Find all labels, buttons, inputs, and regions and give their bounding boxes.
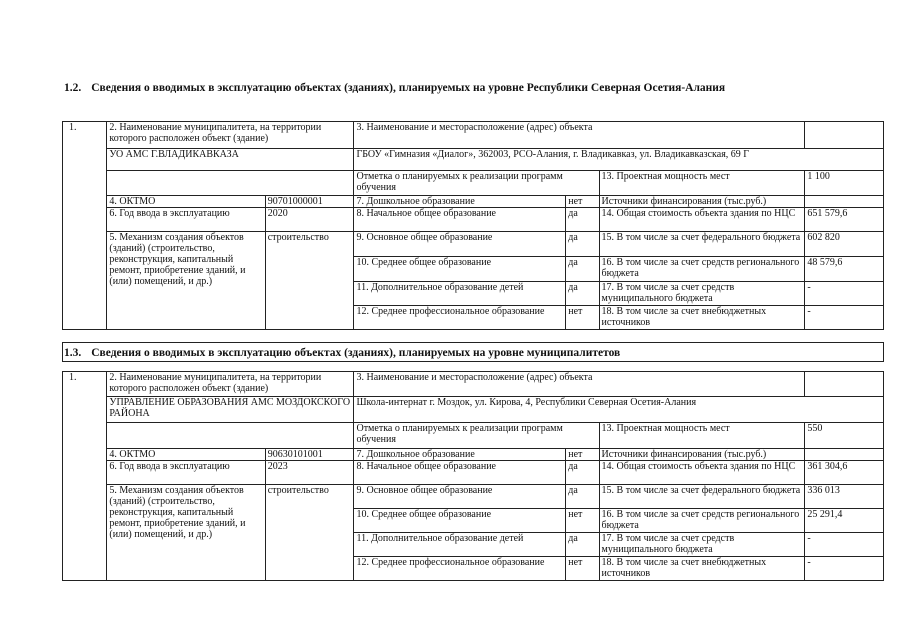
label-vocational: 12. Среднее профессиональное образование (354, 557, 566, 581)
label-primary: 8. Начальное общее образование (354, 461, 566, 485)
label-basic: 9. Основное общее образование (354, 485, 566, 509)
label-funding: Источники финансирования (тыс.руб.) (599, 196, 805, 208)
total-cost-value: 651 579,6 (805, 208, 884, 232)
additional-value: да (566, 533, 599, 557)
label-extrabudget: 18. В том числе за счет внебюджетных источников (599, 306, 805, 330)
label-federal: 15. В том числе за счет федерального бюджета (599, 232, 805, 257)
empty-cell (107, 171, 354, 196)
address-value: ГБОУ «Гимназия «Диалог», 362003, РСО-Алания, г. Владикавказ, ул. Владикавказская, 69 Г (354, 149, 884, 171)
empty-cell (107, 423, 354, 449)
label-year: 6. Год ввода в эксплуатацию (107, 208, 265, 232)
label-preschool: 7. Дошкольное образование (354, 196, 566, 208)
label-secondary: 10. Среднее общее образование (354, 257, 566, 282)
label-programs: Отметка о планируемых к реализации программ обучения (354, 171, 599, 196)
label-additional: 11. Дополнительное образование детей (354, 282, 566, 306)
label-year: 6. Год ввода в эксплуатацию (107, 461, 265, 485)
section-1-3-heading (64, 347, 620, 359)
empty-cell (805, 122, 884, 149)
basic-value: да (566, 232, 599, 257)
municipality-value: УО АМС Г.ВЛАДИКАВКАЗА (107, 149, 354, 171)
section-number: 1.2. (64, 82, 82, 94)
vocational-value: нет (566, 557, 599, 581)
label-municipal-budget: 17. В том числе за счет средств муниципального бюджета (599, 282, 805, 306)
primary-value: да (566, 208, 599, 232)
municipal-budget-value: - (805, 282, 884, 306)
label-basic: 9. Основное общее образование (354, 232, 566, 257)
mechanism-value: строительство (265, 485, 354, 581)
municipal-budget-value: - (805, 533, 884, 557)
object-table-municipal (62, 371, 884, 581)
label-primary: 8. Начальное общее образование (354, 208, 566, 232)
object-table-regional (62, 121, 884, 330)
label-funding: Источники финансирования (тыс.руб.) (599, 449, 805, 461)
label-oktmo: 4. ОКТМО (107, 449, 265, 461)
row-number: 1. (63, 122, 107, 330)
federal-value: 602 820 (805, 232, 884, 257)
label-municipal-budget: 17. В том числе за счет средств муниципального бюджета (599, 533, 805, 557)
label-capacity: 13. Проектная мощность мест (599, 423, 805, 449)
oktmo-value: 90630101001 (265, 449, 354, 461)
label-regional: 16. В том числе за счет средств регионального бюджета (599, 257, 805, 282)
label-vocational: 12. Среднее профессиональное образование (354, 306, 566, 330)
divider (62, 361, 884, 362)
year-value: 2023 (265, 461, 354, 485)
label-address: 3. Наименование и месторасположение (адрес) объекта (354, 122, 805, 149)
label-programs: Отметка о планируемых к реализации программ обучения (354, 423, 599, 449)
basic-value: да (566, 485, 599, 509)
preschool-value: нет (566, 449, 599, 461)
row-number: 1. (63, 372, 107, 581)
label-mechanism: 5. Механизм создания объектов (зданий) (строительство, реконструкция, капитальный ремонт, приобретение зданий, и (или) помещений, и др.) (107, 232, 265, 330)
label-mechanism: 5. Механизм создания объектов (зданий) (строительство, реконструкция, капитальный ремонт, приобретение зданий, и (или) помещений, и др.) (107, 485, 265, 581)
preschool-value: нет (566, 196, 599, 208)
secondary-value: нет (566, 509, 599, 533)
empty-cell (805, 372, 884, 397)
mechanism-value: строительство (265, 232, 354, 330)
divider (62, 342, 884, 343)
label-oktmo: 4. ОКТМО (107, 196, 265, 208)
label-municipality: 2. Наименование муниципалитета, на территории которого расположен объект (здание) (107, 372, 354, 397)
label-additional: 11. Дополнительное образование детей (354, 533, 566, 557)
capacity-value: 550 (805, 423, 884, 449)
extrabudget-value: - (805, 306, 884, 330)
empty-cell (805, 196, 884, 208)
label-regional: 16. В том числе за счет средств регионального бюджета (599, 509, 805, 533)
label-total-cost: 14. Общая стоимость объекта здания по НЦС (599, 461, 805, 485)
vocational-value: нет (566, 306, 599, 330)
oktmo-value: 90701000001 (265, 196, 354, 208)
label-preschool: 7. Дошкольное образование (354, 449, 566, 461)
extrabudget-value: - (805, 557, 884, 581)
label-total-cost: 14. Общая стоимость объекта здания по НЦС (599, 208, 805, 232)
divider (62, 342, 63, 361)
address-value: Школа-интернат г. Моздок, ул. Кирова, 4, Республики Северная Осетия-Алания (354, 397, 884, 423)
label-secondary: 10. Среднее общее образование (354, 509, 566, 533)
label-federal: 15. В том числе за счет федерального бюджета (599, 485, 805, 509)
secondary-value: да (566, 257, 599, 282)
primary-value: да (566, 461, 599, 485)
additional-value: да (566, 282, 599, 306)
section-number: 1.3. (64, 347, 82, 359)
section-title: Сведения о вводимых в эксплуатацию объектах (зданиях), планируемых на уровне муниципалитетов (91, 347, 621, 359)
total-cost-value: 361 304,6 (805, 461, 884, 485)
capacity-value: 1 100 (805, 171, 884, 196)
year-value: 2020 (265, 208, 354, 232)
empty-cell (805, 449, 884, 461)
federal-value: 336 013 (805, 485, 884, 509)
section-title: Сведения о вводимых в эксплуатацию объектах (зданиях), планируемых на уровне Республики Северная Осетия-Алания (91, 82, 726, 94)
label-extrabudget: 18. В том числе за счет внебюджетных источников (599, 557, 805, 581)
label-capacity: 13. Проектная мощность мест (599, 171, 805, 196)
label-address: 3. Наименование и месторасположение (адрес) объекта (354, 372, 805, 397)
label-municipality: 2. Наименование муниципалитета, на территории которого расположен объект (здание) (107, 122, 354, 149)
divider (883, 342, 884, 361)
regional-value: 48 579,6 (805, 257, 884, 282)
section-1-2-heading (64, 82, 725, 94)
regional-value: 25 291,4 (805, 509, 884, 533)
municipality-value: УПРАВЛЕНИЕ ОБРАЗОВАНИЯ АМС МОЗДОКСКОГО РАЙОНА (107, 397, 354, 423)
